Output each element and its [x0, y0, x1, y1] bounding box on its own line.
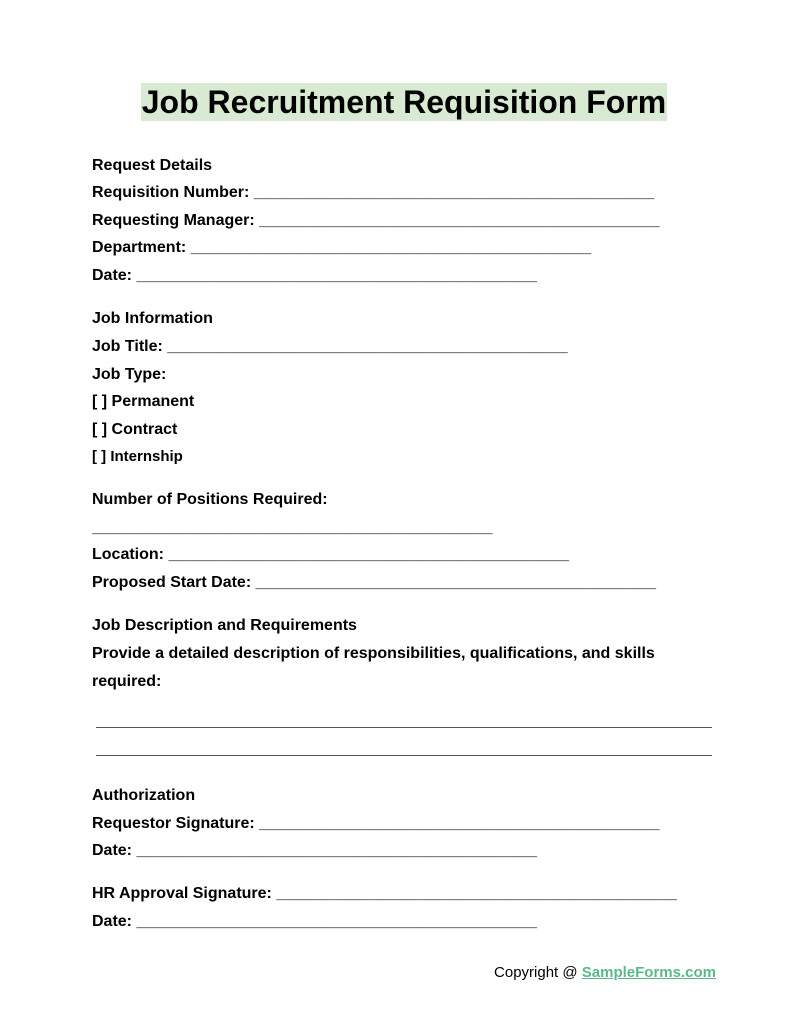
- section-heading-job-description: Job Description and Requirements: [92, 617, 357, 634]
- department-field: Department: _____________________________________________: [92, 239, 592, 256]
- job-description-instructions: Provide a detailed description of responsibilities, qualifications, and skills: [92, 645, 655, 662]
- positions-required-blank: _____________________________________________: [92, 519, 493, 536]
- form-title: Job Recruitment Requisition Form: [141, 84, 667, 120]
- date-field: Date: _____________________________________________: [92, 267, 537, 284]
- location-field: Location: _____________________________________________: [92, 546, 569, 563]
- positions-required-label: Number of Positions Required:: [92, 491, 328, 508]
- job-type-option-permanent: [ ] Permanent: [92, 393, 195, 410]
- requestor-date-field: Date: _____________________________________________: [92, 842, 537, 859]
- title-wrap: [0, 83, 808, 121]
- requisition-number-field: Requisition Number: _____________________________________________: [92, 184, 655, 201]
- section-heading-request-details: Request Details: [92, 157, 213, 174]
- job-description-instructions-cont: required:: [92, 673, 162, 690]
- proposed-start-date-field: Proposed Start Date: _____________________________________________: [92, 574, 657, 591]
- description-answer-line: [96, 755, 712, 756]
- section-heading-job-information: Job Information: [92, 310, 213, 327]
- job-type-option-contract: [ ] Contract: [92, 421, 178, 438]
- sampleforms-link[interactable]: SampleForms.com: [581, 964, 716, 981]
- description-answer-line: [96, 727, 712, 728]
- job-type-option-internship: [ ] Internship: [92, 448, 183, 465]
- job-title-field: Job Title: _____________________________________________: [92, 338, 568, 355]
- hr-approval-date-field: Date: _____________________________________________: [92, 913, 537, 930]
- section-heading-authorization: Authorization: [92, 787, 196, 804]
- job-type-label: Job Type:: [92, 366, 167, 383]
- copyright-text: Copyright @: [494, 964, 582, 981]
- requestor-signature-field: Requestor Signature: _____________________________________________: [92, 815, 660, 832]
- copyright-footer: [494, 964, 716, 981]
- hr-approval-signature-field: HR Approval Signature: _____________________________________________: [92, 885, 677, 902]
- requesting-manager-field: Requesting Manager: _____________________________________________: [92, 212, 660, 229]
